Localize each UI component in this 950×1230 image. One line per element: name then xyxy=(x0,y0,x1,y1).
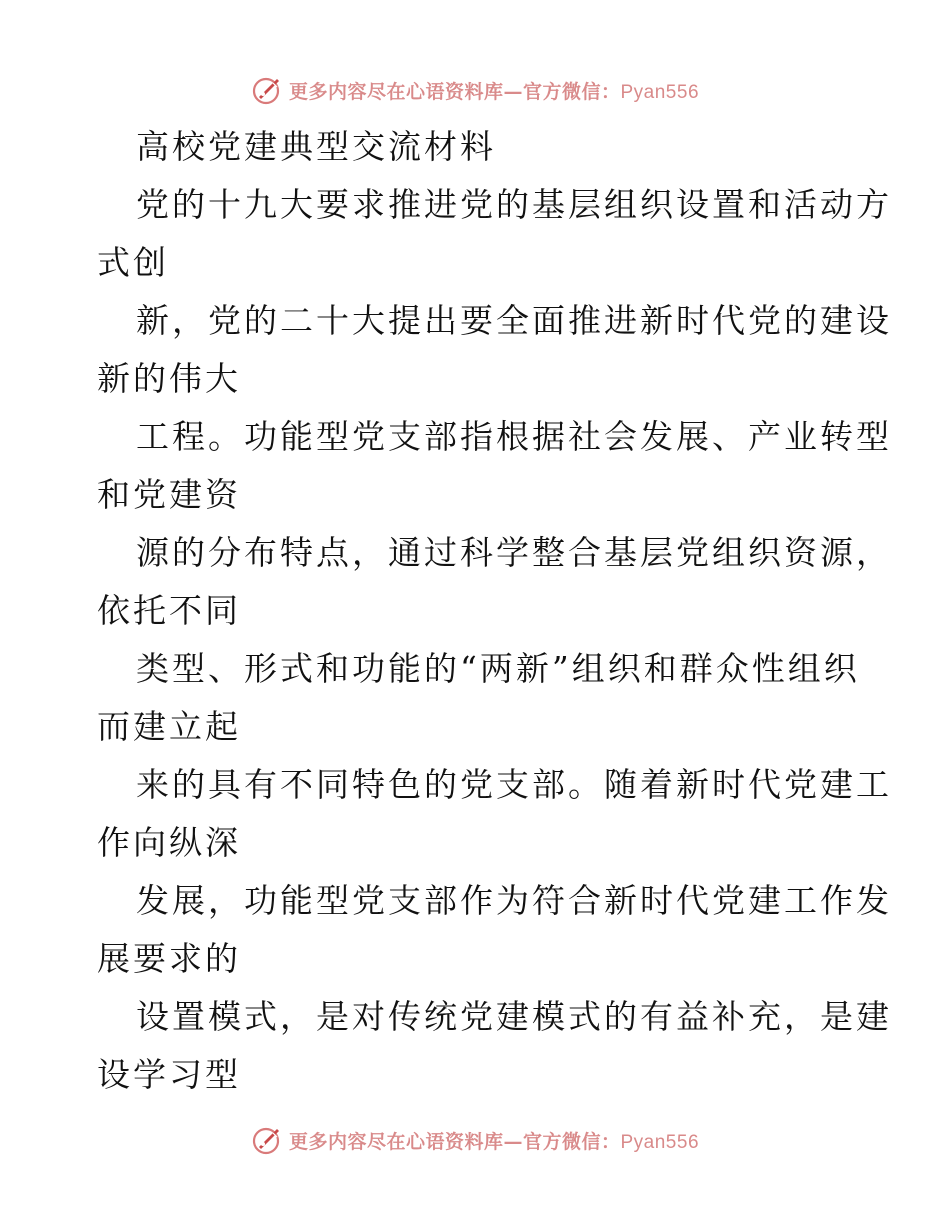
document-line: 设置模式，是对传统党建模式的有益补充，是建 xyxy=(136,997,892,1036)
document-line: 发展，功能型党支部作为符合新时代党建工作发 xyxy=(136,881,892,920)
document-line: 高校党建典型交流材料 xyxy=(136,127,496,166)
footer-watermark xyxy=(0,1120,950,1160)
document-line: 展要求的 xyxy=(97,939,241,978)
document-line: 来的具有不同特色的党支部。随着新时代党建工 xyxy=(136,765,892,804)
pen-logo-icon xyxy=(251,1123,285,1157)
watermark-wechat-id: Pyan556 xyxy=(620,81,700,103)
pen-logo-icon xyxy=(251,73,285,107)
watermark-main-text: 更多内容尽在心语资料库—官方微信： xyxy=(288,1130,621,1153)
watermark-text xyxy=(289,77,699,104)
document-line: 而建立起 xyxy=(97,707,241,746)
document-line: 类型、形式和功能的“两新”组织和群众性组织 xyxy=(136,649,860,688)
watermark-main-text: 更多内容尽在心语资料库—官方微信： xyxy=(288,80,621,103)
document-body xyxy=(97,118,892,1104)
document-line: 工程。功能型党支部指根据社会发展、产业转型 xyxy=(136,417,892,456)
document-line: 依托不同 xyxy=(97,591,241,630)
watermark-wechat-id: Pyan556 xyxy=(620,1131,700,1153)
document-line: 新，党的二十大提出要全面推进新时代党的建设 xyxy=(136,301,892,340)
header-watermark xyxy=(0,70,950,110)
document-line: 设学习型 xyxy=(97,1055,241,1094)
document-line: 新的伟大 xyxy=(97,359,241,398)
document-line: 式创 xyxy=(97,243,169,282)
document-line: 和党建资 xyxy=(97,475,241,514)
document-line: 源的分布特点，通过科学整合基层党组织资源， xyxy=(136,533,892,572)
watermark-text xyxy=(289,1127,699,1154)
document-line: 党的十九大要求推进党的基层组织设置和活动方 xyxy=(136,185,892,224)
document-line: 作向纵深 xyxy=(97,823,241,862)
